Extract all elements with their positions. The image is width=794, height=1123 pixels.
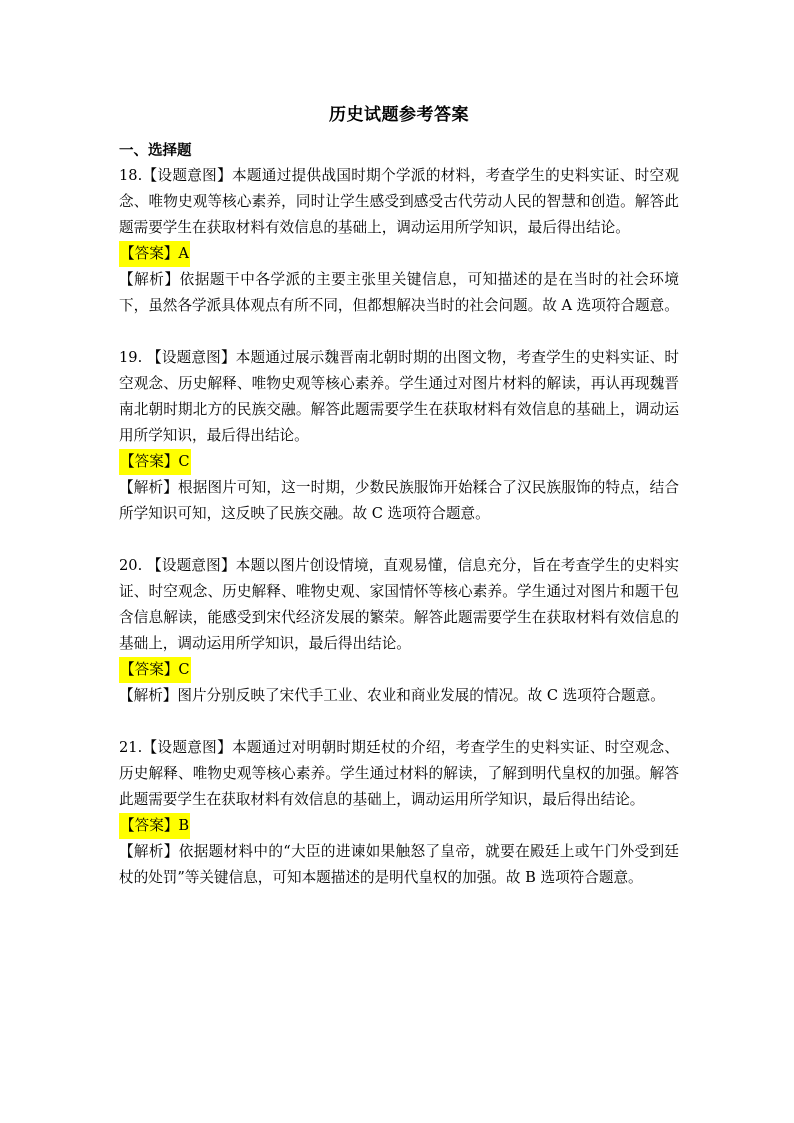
question-analysis: 【解析】依据题干中各学派的主要主张里关键信息，可知描述的是在当时的社会环境下，虽然各学派具体观点有所不同，但都想解决当时的社会问题。故 A 选项符合题意。	[119, 271, 679, 314]
page-title: 历史试题参考答案	[329, 105, 469, 125]
answer-highlight: 【答案】A	[119, 241, 190, 267]
question-21	[119, 735, 679, 891]
answer-highlight: 【答案】C	[119, 449, 191, 475]
question-intent: 18.【设题意图】本题通过提供战国时期个学派的材料，考查学生的史料实证、时空观念、唯物史观等核心素养，同时让学生感受到感受古代劳动人民的智慧和创造。解答此题需要学生在获取材料有效信息的基础上，调动运用所学知识，最后得出结论。	[119, 167, 679, 236]
question-analysis: 【解析】依据题材料中的“大臣的进谏如果触怒了皇帝，就要在殿廷上或午门外受到廷杖的处罚”等关键信息，可知本题描述的是明代皇权的加强。故 B 选项符合题意。	[119, 843, 679, 886]
question-20	[119, 553, 679, 709]
answer-highlight: 【答案】B	[119, 813, 190, 839]
question-analysis: 【解析】图片分别反映了宋代手工业、农业和商业发展的情况。故 C 选项符合题意。	[119, 687, 665, 704]
question-intent: 20. 【设题意图】本题以图片创设情境，直观易懂，信息充分，旨在考查学生的史料实证、时空观念、历史解释、唯物史观、家国情怀等核心素养。学生通过对图片和题干包含信息解读，能感受到宋代经济发展的繁荣。解答此题需要学生在获取材料有效信息的基础上，调动运用所学知识，最后得出结论。	[119, 557, 679, 652]
question-analysis: 【解析】根据图片可知，这一时期，少数民族服饰开始糅合了汉民族服饰的特点，结合所学知识可知，这反映了民族交融。故 C 选项符合题意。	[119, 479, 679, 522]
question-18	[119, 163, 679, 319]
answers-body	[119, 163, 679, 917]
question-intent: 19. 【设题意图】本题通过展示魏晋南北朝时期的出图文物，考查学生的史料实证、时空观念、历史解释、唯物史观等核心素养。学生通过对图片材料的解读，再认再现魏晋南北朝时期北方的民族交融。解答此题需要学生在获取材料有效信息的基础上，调动运用所学知识，最后得出结论。	[119, 349, 679, 444]
question-19	[119, 345, 679, 527]
question-intent: 21.【设题意图】本题通过对明朝时期廷杖的介绍，考查学生的史料实证、时空观念、历史解释、唯物史观等核心素养。学生通过材料的解读，了解到明代皇权的加强。解答此题需要学生在获取材料有效信息的基础上，调动运用所学知识，最后得出结论。	[119, 739, 679, 808]
section-heading: 一、选择题	[119, 142, 192, 159]
answer-highlight: 【答案】C	[119, 657, 191, 683]
